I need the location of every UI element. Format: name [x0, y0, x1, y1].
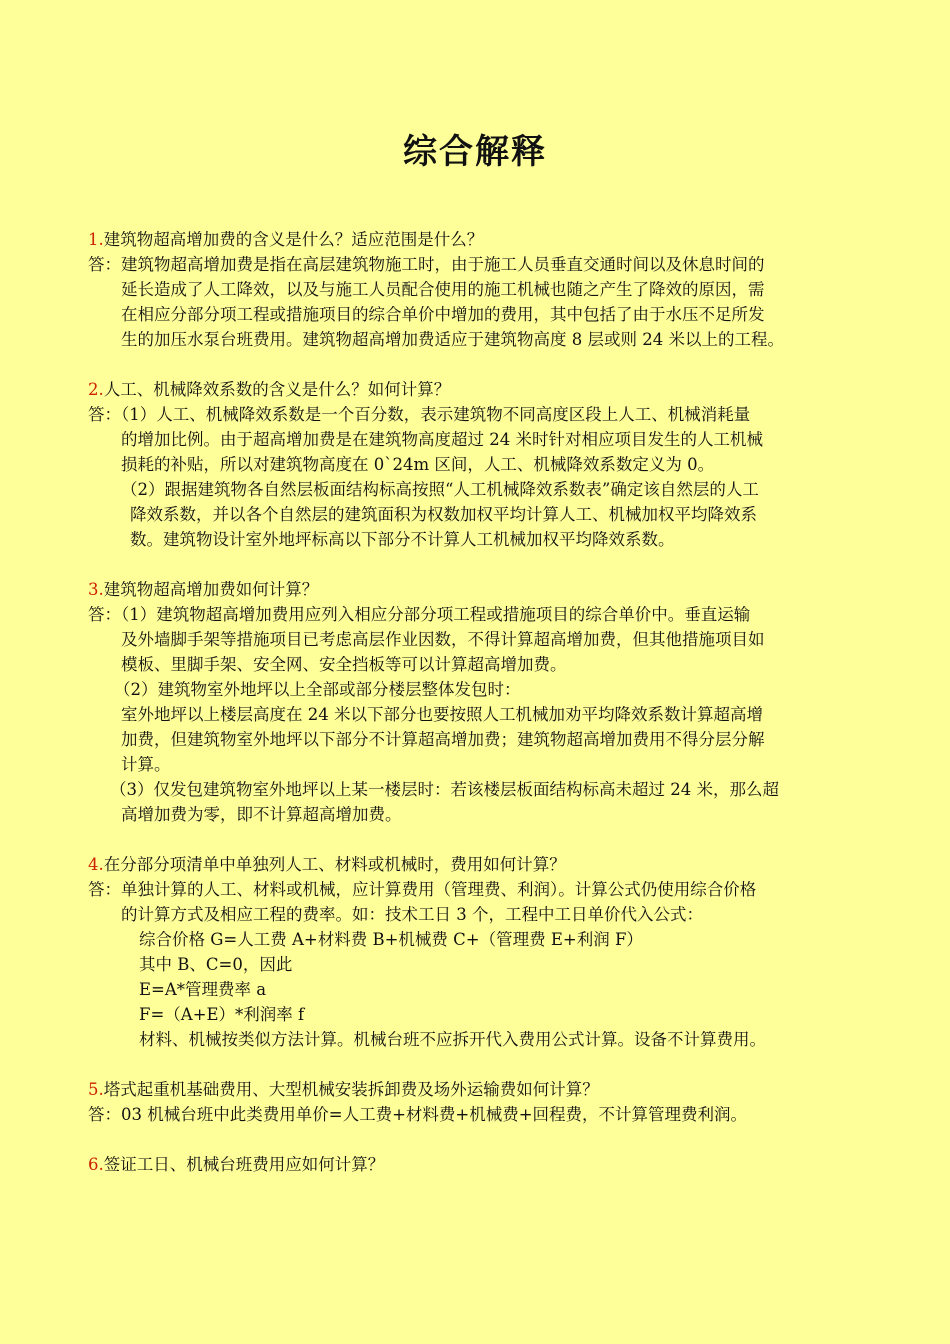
question-number: 4.: [88, 855, 104, 874]
formula-line: 其中 B、C=0，因此: [139, 955, 293, 974]
formula-line: F=（A+E）*利润率 f: [139, 1005, 305, 1024]
answer-line: 答：单独计算的人工、材料或机械，应计算费用（管理费、利润）。计算公式仍使用综合价格: [88, 880, 757, 899]
answer-line: （2）建筑物室外地坪以上全部或部分楼层整体发包时：: [114, 680, 521, 699]
qa-item-5: [88, 1077, 868, 1127]
question-text: 签证工日、机械台班费用应如何计算？: [103, 1155, 385, 1174]
question: [88, 227, 868, 252]
formula-line: 综合价格 G=人工费 A+材料费 B+机械费 C+（管理费 E+利润 F）: [139, 930, 643, 949]
answer-line: 答：（1）建筑物超高增加费用应列入相应分部分项工程或措施项目的综合单价中。垂直运输: [88, 605, 751, 624]
qa-item-2: [88, 377, 868, 552]
question: [88, 377, 868, 402]
question: [88, 1077, 868, 1102]
question-number: 2.: [88, 380, 104, 399]
answer-line: 的增加比例。由于超高增加费是在建筑物高度超过 24 米时针对相应项目发生的人工机械: [121, 430, 763, 449]
qa-item-1: [88, 227, 868, 352]
answer-line: （3）仅发包建筑物室外地坪以上某一楼层时：若该楼层板面结构标高未超过 24 米，那么超: [110, 780, 779, 799]
question-number: 5.: [88, 1080, 104, 1099]
answer-line: 答：建筑物超高增加费是指在高层建筑物施工时，由于施工人员垂直交通时间以及休息时间的: [88, 255, 765, 274]
question: [88, 1152, 868, 1177]
answer-line: 室外地坪以上楼层高度在 24 米以下部分也要按照人工机械加劝平均降效系数计算超高增: [121, 705, 763, 724]
answer-line: 生的加压水泵台班费用。建筑物超高增加费适应于建筑物高度 8 层或则 24 米以上的工程。: [121, 330, 784, 349]
answer-line: 材料、机械按类似方法计算。机械台班不应拆开代入费用公式计算。设备不计算费用。: [139, 1030, 766, 1049]
document-title: 综合解释: [403, 132, 547, 172]
question-text: 塔式起重机基础费用、大型机械安装拆卸费及场外运输费如何计算？: [103, 1080, 599, 1099]
question-text: 建筑物超高增加费如何计算？: [103, 580, 319, 599]
answer-line: 计算。: [121, 755, 171, 774]
qa-item-4: [88, 852, 868, 1052]
qa-list: [88, 227, 868, 1202]
answer-line: 延长造成了人工降效，以及与施工人员配合使用的施工机械也随之产生了降效的原因，需: [121, 280, 765, 299]
question-text: 建筑物超高增加费的含义是什么？适应范围是什么？: [103, 230, 484, 249]
question: [88, 577, 868, 602]
question-text: 人工、机械降效系数的含义是什么？如何计算？: [103, 380, 451, 399]
answer-line: 加费，但建筑物室外地坪以下部分不计算超高增加费；建筑物超高增加费用不得分层分解: [121, 730, 765, 749]
answer-line: 降效系数，并以各个自然层的建筑面积为权数加权平均计算人工、机械加权平均降效系: [130, 505, 757, 524]
answer-line: 在相应分部分项工程或措施项目的综合单价中增加的费用，其中包括了由于水压不足所发: [121, 305, 765, 324]
answer-line: 模板、里脚手架、安全网、安全挡板等可以计算超高增加费。: [121, 655, 567, 674]
answer-line: 答：03 机械台班中此类费用单价=人工费+材料费+机械费+回程费，不计算管理费利润。: [88, 1105, 748, 1124]
answer-line: 高增加费为零，即不计算超高增加费。: [121, 805, 402, 824]
formula-line: E=A*管理费率 a: [139, 980, 267, 999]
question-text: 在分部分项清单中单独列人工、材料或机械时，费用如何计算？: [103, 855, 566, 874]
question-number: 6.: [88, 1155, 104, 1174]
qa-item-3: [88, 577, 868, 827]
answer-line: 及外墙脚手架等措施项目已考虑高层作业因数，不得计算超高增加费，但其他措施项目如: [121, 630, 765, 649]
question-number: 1.: [88, 230, 104, 249]
qa-item-6: [88, 1152, 868, 1177]
answer-line: 损耗的补贴，所以对建筑物高度在 0`24m 区间，人工、机械降效系数定义为 0。: [121, 455, 715, 474]
answer-line: 答：（1）人工、机械降效系数是一个百分数，表示建筑物不同高度区段上人工、机械消耗量: [88, 405, 751, 424]
question-number: 3.: [88, 580, 104, 599]
answer-line: 数。建筑物设计室外地坪标高以下部分不计算人工机械加权平均降效系数。: [130, 530, 675, 549]
question: [88, 852, 868, 877]
answer-line: （2）跟据建筑物各自然层板面结构标高按照“人工机械降效系数表”确定该自然层的人工: [121, 480, 759, 499]
answer-line: 的计算方式及相应工程的费率。如：技术工日 3 个，工程中工日单价代入公式：: [121, 905, 703, 924]
